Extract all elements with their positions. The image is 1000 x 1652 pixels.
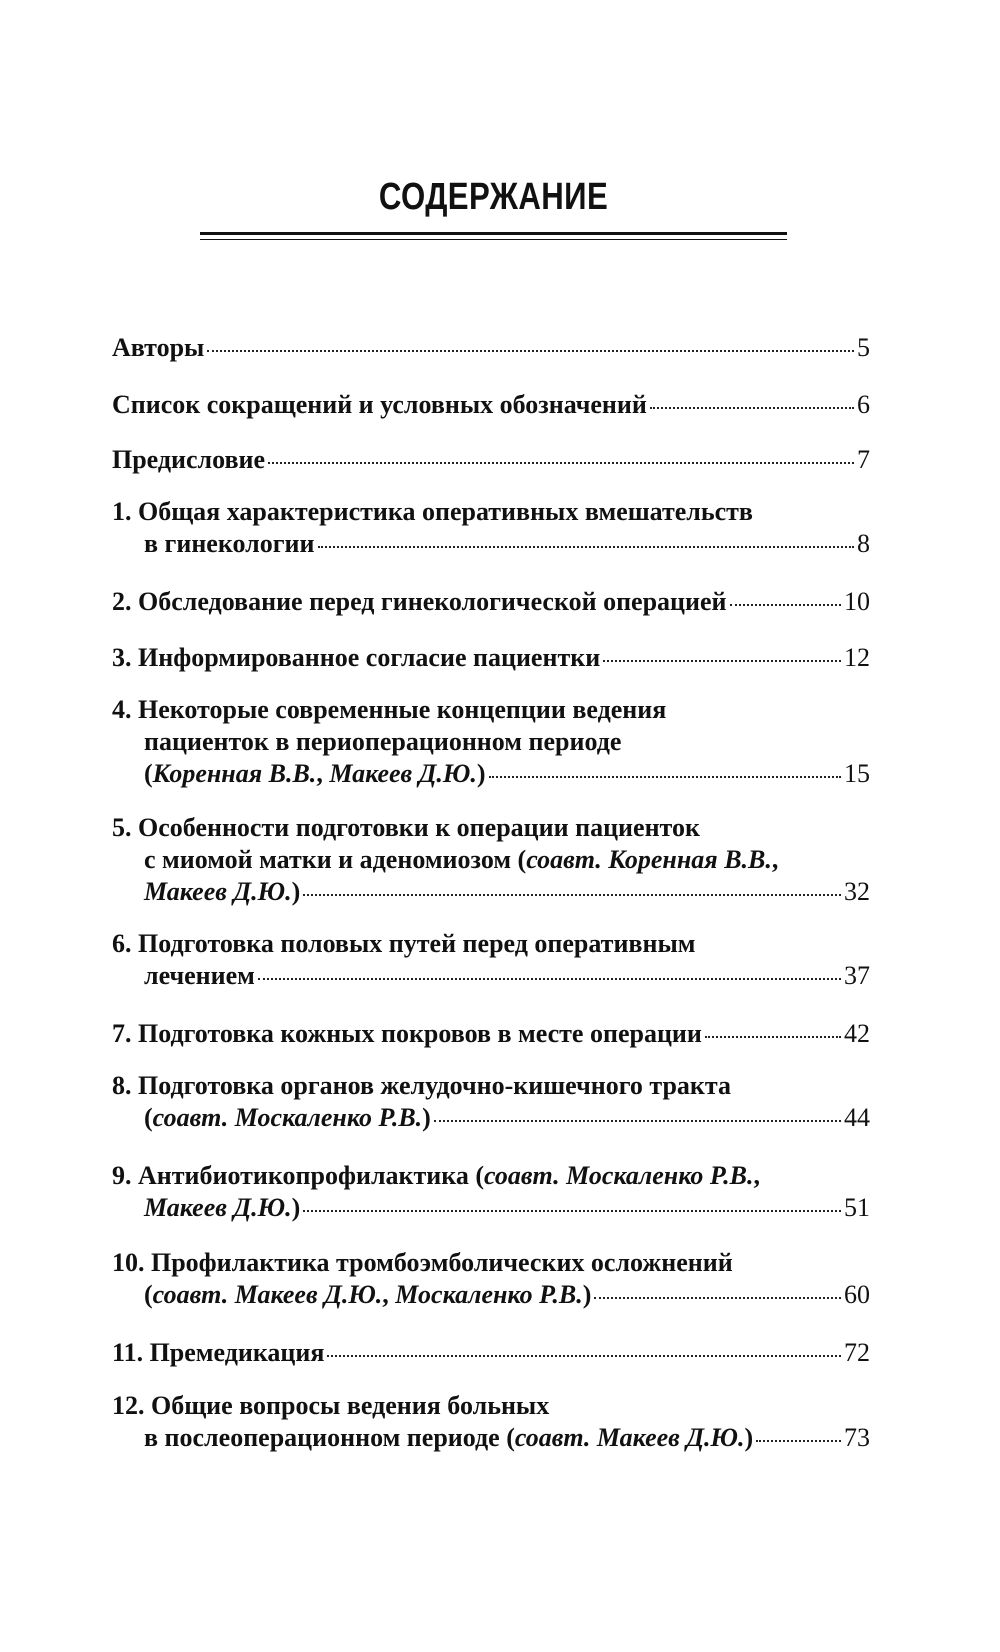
toc-entry-chapter-7[interactable] bbox=[112, 1018, 870, 1050]
toc-entry-title-cont: пациенток в периоперационном периоде bbox=[144, 727, 622, 756]
toc-entry-chapter-4[interactable] bbox=[112, 694, 870, 790]
toc-page-number: 60 bbox=[844, 1280, 870, 1309]
separator: , bbox=[316, 759, 330, 788]
dot-leader bbox=[434, 1120, 841, 1122]
toc-entry-title-cont bbox=[144, 1422, 753, 1454]
dot-leader bbox=[650, 407, 854, 409]
toc-line bbox=[112, 528, 870, 560]
paren-open: ( bbox=[144, 1280, 153, 1309]
toc-entry-title-cont: лечением bbox=[144, 961, 255, 990]
title-underline-thin bbox=[200, 239, 787, 240]
dot-leader bbox=[705, 1036, 841, 1038]
toc-entry-chapter-1[interactable] bbox=[112, 496, 870, 560]
toc-entry-preface[interactable] bbox=[112, 444, 870, 476]
paren-close: ) bbox=[744, 1423, 754, 1452]
separator: , bbox=[771, 845, 779, 874]
dot-leader bbox=[327, 1355, 841, 1357]
toc-entry-abbreviations[interactable] bbox=[112, 389, 870, 421]
toc-page-number: 10 bbox=[844, 587, 870, 616]
toc-entry-authors[interactable] bbox=[112, 332, 870, 364]
toc-page-number: 72 bbox=[844, 1338, 870, 1367]
author-name: Москаленко Р.В. bbox=[395, 1280, 583, 1309]
toc-page-number: 6 bbox=[857, 390, 870, 419]
toc-entry-title: 11. Премедикация bbox=[112, 1338, 325, 1367]
toc-entry-chapter-10[interactable] bbox=[112, 1247, 870, 1311]
toc-line bbox=[112, 1018, 870, 1050]
author-name: соавт. Москаленко Р.В. bbox=[152, 1103, 423, 1132]
toc-line bbox=[112, 586, 870, 618]
toc-entry-title: 3. Информированное согласие пациентки bbox=[112, 643, 601, 672]
toc-entry-chapter-6[interactable] bbox=[112, 928, 870, 992]
separator: , bbox=[753, 1161, 761, 1190]
separator: , bbox=[382, 1280, 396, 1309]
toc-entry-title bbox=[112, 1160, 870, 1192]
toc-line bbox=[112, 444, 870, 476]
dot-leader bbox=[489, 776, 841, 778]
toc-entry-title: 10. Профилактика тромбоэмболических осложнений bbox=[112, 1248, 733, 1277]
dot-leader bbox=[268, 462, 854, 464]
dot-leader bbox=[303, 1210, 841, 1212]
author-name: Коренная В.В. bbox=[152, 759, 317, 788]
toc-entry-chapter-5[interactable] bbox=[112, 812, 870, 908]
author-name: соавт. Коренная В.В. bbox=[526, 845, 772, 874]
toc-page-number: 7 bbox=[857, 445, 870, 474]
dot-leader bbox=[207, 350, 854, 352]
toc-entry-chapter-9[interactable] bbox=[112, 1160, 870, 1224]
toc-entry-authors bbox=[144, 876, 300, 908]
toc-line bbox=[112, 758, 870, 790]
toc-page-number: 42 bbox=[844, 1019, 870, 1048]
title-text: с миомой матки и аденомиозом ( bbox=[144, 845, 527, 874]
toc-entry-chapter-11[interactable] bbox=[112, 1337, 870, 1369]
toc-page-number: 73 bbox=[844, 1423, 870, 1452]
page-title: СОДЕРЖАНИЕ bbox=[378, 176, 609, 218]
toc-entry-title: 5. Особенности подготовки к операции пациенток bbox=[112, 813, 700, 842]
author-name: соавт. Москаленко Р.В. bbox=[484, 1161, 754, 1190]
dot-leader bbox=[318, 546, 855, 548]
paren-close: ) bbox=[291, 877, 301, 906]
toc-entry-chapter-2[interactable] bbox=[112, 586, 870, 618]
toc-entry-title: 1. Общая характеристика оперативных вмешательств bbox=[112, 497, 753, 526]
author-name: соавт. Макеев Д.Ю. bbox=[152, 1280, 383, 1309]
toc-entry-title: Список сокращений и условных обозначений bbox=[112, 390, 647, 419]
dot-leader bbox=[756, 1440, 841, 1442]
toc-page-number: 8 bbox=[857, 529, 870, 558]
dot-leader bbox=[603, 660, 841, 662]
toc-entry-title: Авторы bbox=[112, 333, 205, 362]
toc-entry-authors bbox=[144, 758, 486, 790]
toc-page-number: 15 bbox=[844, 759, 870, 788]
title-text: 9. Антибиотикопрофилактика ( bbox=[112, 1161, 485, 1190]
toc-entry-chapter-8[interactable] bbox=[112, 1070, 870, 1134]
toc-entry-title: 7. Подготовка кожных покровов в месте операции bbox=[112, 1019, 702, 1048]
dot-leader bbox=[303, 894, 841, 896]
toc-page-number: 44 bbox=[844, 1103, 870, 1132]
toc-entry-title: 6. Подготовка половых путей перед оперативным bbox=[112, 929, 696, 958]
toc-entry-chapter-12[interactable] bbox=[112, 1390, 870, 1454]
toc-entry-title: 12. Общие вопросы ведения больных bbox=[112, 1391, 550, 1420]
toc-page-number: 37 bbox=[844, 961, 870, 990]
dot-leader bbox=[730, 604, 841, 606]
paren-open: ( bbox=[144, 759, 153, 788]
paren-close: ) bbox=[422, 1103, 431, 1132]
toc-entry-title: 8. Подготовка органов желудочно-кишечного тракта bbox=[112, 1071, 731, 1100]
paren-open: ( bbox=[144, 1103, 153, 1132]
author-name: соавт. Макеев Д.Ю. bbox=[514, 1423, 745, 1452]
paren-close: ) bbox=[476, 759, 486, 788]
toc-line bbox=[112, 960, 870, 992]
title-text: в послеоперационном периоде ( bbox=[144, 1423, 515, 1452]
toc-page-number: 12 bbox=[844, 643, 870, 672]
author-name: Макеев Д.Ю. bbox=[329, 759, 477, 788]
toc-entry-authors bbox=[144, 1279, 591, 1311]
toc-page-number: 5 bbox=[857, 333, 870, 362]
dot-leader bbox=[258, 978, 841, 980]
dot-leader bbox=[594, 1297, 841, 1299]
toc-line bbox=[112, 1102, 870, 1134]
paren-close: ) bbox=[291, 1193, 301, 1222]
author-name: Макеев Д.Ю. bbox=[144, 877, 292, 906]
toc-line bbox=[112, 1279, 870, 1311]
paren-close: ) bbox=[582, 1280, 592, 1309]
toc-entry-chapter-3[interactable] bbox=[112, 642, 870, 674]
toc-line bbox=[112, 389, 870, 421]
toc-page-number: 51 bbox=[844, 1193, 870, 1222]
toc-entry-authors bbox=[144, 1102, 431, 1134]
toc-entry-title-cont bbox=[112, 844, 870, 876]
toc-line bbox=[112, 1192, 870, 1224]
author-name: Макеев Д.Ю. bbox=[144, 1193, 292, 1222]
toc-entry-title: 2. Обследование перед гинекологической операцией bbox=[112, 587, 727, 616]
toc-line bbox=[112, 642, 870, 674]
toc-entry-title-cont: в гинекологии bbox=[144, 529, 315, 558]
toc-line bbox=[112, 1337, 870, 1369]
toc-line bbox=[112, 332, 870, 364]
toc-entry-title: 4. Некоторые современные концепции ведения bbox=[112, 695, 667, 724]
toc-entry-title: Предисловие bbox=[112, 445, 266, 474]
toc-line bbox=[112, 1422, 870, 1454]
toc-entry-authors bbox=[144, 1192, 300, 1224]
title-underline-thick bbox=[200, 232, 787, 235]
toc-page-number: 32 bbox=[844, 877, 870, 906]
toc-line bbox=[112, 876, 870, 908]
